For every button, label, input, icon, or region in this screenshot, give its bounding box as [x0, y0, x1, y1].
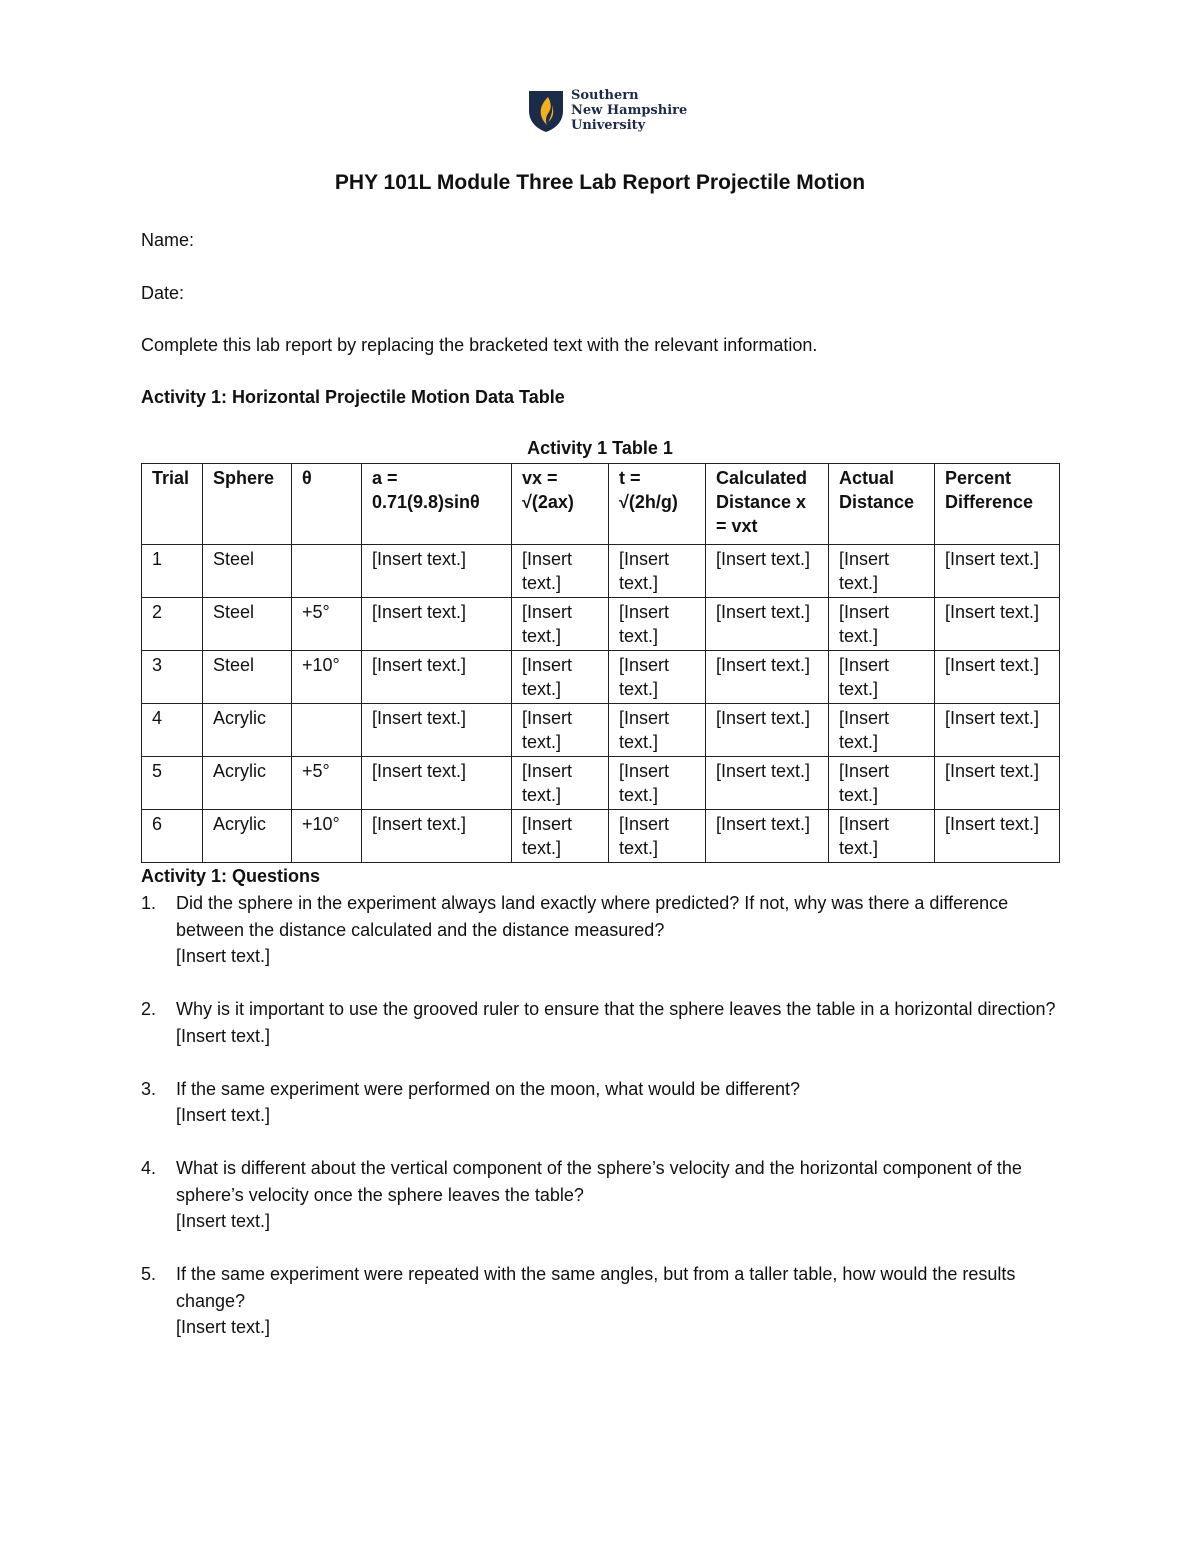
question-text: If the same experiment were repeated with the same angles, but from a taller table, how would the results change?	[176, 1264, 1016, 1311]
question-text: What is different about the vertical component of the sphere’s velocity and the horizontal component of the sphere’s velocity once the sphere leaves the table?	[176, 1158, 1022, 1205]
cell-calculated-distance[interactable]: [Insert text.]	[706, 598, 829, 651]
col-header-theta: θ	[292, 464, 362, 545]
table-caption: Activity 1 Table 1	[527, 438, 673, 458]
questions-heading: Activity 1: Questions	[141, 866, 321, 886]
cell-calculated-distance[interactable]: [Insert text.]	[706, 757, 829, 810]
cell-acceleration[interactable]: [Insert text.]	[362, 757, 512, 810]
cell-actual-distance[interactable]: [Insert text.]	[829, 545, 935, 598]
cell-sphere[interactable]: Steel	[203, 545, 292, 598]
question-item	[141, 890, 1071, 970]
cell-sphere[interactable]: Steel	[203, 651, 292, 704]
cell-actual-distance[interactable]: [Insert text.]	[829, 810, 935, 863]
cell-sphere[interactable]: Acrylic	[203, 757, 292, 810]
cell-time[interactable]: [Insert text.]	[609, 810, 706, 863]
question-number: 2.	[141, 999, 157, 1019]
question-item	[141, 1076, 1071, 1129]
cell-theta[interactable]	[292, 545, 362, 598]
cell-sphere[interactable]: Steel	[203, 598, 292, 651]
col-header-acceleration: a = 0.71(9.8)sinθ	[362, 464, 512, 545]
cell-acceleration[interactable]: [Insert text.]	[362, 545, 512, 598]
question-number: 5.	[141, 1264, 157, 1284]
col-header-sphere: Sphere	[203, 464, 292, 545]
question-text: Why is it important to use the grooved ruler to ensure that the sphere leaves the table in a horizontal direction?	[176, 999, 1056, 1019]
table-row	[142, 810, 1060, 863]
table-row	[142, 704, 1060, 757]
date-label: Date:	[141, 283, 185, 303]
instructions-text: Complete this lab report by replacing the bracketed text with the relevant information.	[141, 335, 818, 355]
question-item	[141, 1261, 1071, 1341]
table-row	[142, 545, 1060, 598]
col-header-actual-distance: Actual Distance	[829, 464, 935, 545]
cell-percent-difference[interactable]: [Insert text.]	[935, 757, 1060, 810]
cell-trial[interactable]: 4	[142, 704, 203, 757]
data-table	[141, 463, 1060, 863]
cell-time[interactable]: [Insert text.]	[609, 598, 706, 651]
cell-time[interactable]: [Insert text.]	[609, 651, 706, 704]
cell-trial[interactable]: 5	[142, 757, 203, 810]
name-label: Name:	[141, 230, 195, 250]
answer-placeholder[interactable]: [Insert text.]	[176, 1317, 271, 1337]
cell-theta[interactable]: +10°	[292, 810, 362, 863]
questions-list	[141, 890, 1071, 1367]
col-header-time: t = √(2h/g)	[609, 464, 706, 545]
cell-percent-difference[interactable]: [Insert text.]	[935, 810, 1060, 863]
logo-wordmark	[571, 88, 687, 133]
answer-placeholder[interactable]: [Insert text.]	[176, 946, 271, 966]
cell-actual-distance[interactable]: [Insert text.]	[829, 651, 935, 704]
cell-velocity[interactable]: [Insert text.]	[512, 704, 609, 757]
cell-trial[interactable]: 2	[142, 598, 203, 651]
cell-percent-difference[interactable]: [Insert text.]	[935, 704, 1060, 757]
cell-calculated-distance[interactable]: [Insert text.]	[706, 651, 829, 704]
cell-trial[interactable]: 6	[142, 810, 203, 863]
cell-percent-difference[interactable]: [Insert text.]	[935, 598, 1060, 651]
cell-time[interactable]: [Insert text.]	[609, 545, 706, 598]
question-item	[141, 1155, 1071, 1235]
cell-acceleration[interactable]: [Insert text.]	[362, 704, 512, 757]
cell-velocity[interactable]: [Insert text.]	[512, 545, 609, 598]
cell-time[interactable]: [Insert text.]	[609, 704, 706, 757]
cell-theta[interactable]	[292, 704, 362, 757]
cell-trial[interactable]: 1	[142, 545, 203, 598]
cell-acceleration[interactable]: [Insert text.]	[362, 598, 512, 651]
cell-time[interactable]: [Insert text.]	[609, 757, 706, 810]
cell-theta[interactable]: +10°	[292, 651, 362, 704]
question-text: Did the sphere in the experiment always land exactly where predicted? If not, why was there a difference between the distance calculated and the distance measured?	[176, 893, 1009, 940]
cell-theta[interactable]: +5°	[292, 757, 362, 810]
question-text: If the same experiment were performed on the moon, what would be different?	[176, 1078, 801, 1099]
logo-line-3: University	[571, 118, 646, 133]
cell-theta[interactable]: +5°	[292, 598, 362, 651]
cell-acceleration[interactable]: [Insert text.]	[362, 810, 512, 863]
col-header-velocity: vx = √(2ax)	[512, 464, 609, 545]
table-header-row	[142, 464, 1060, 545]
question-number: 4.	[141, 1158, 157, 1178]
cell-sphere[interactable]: Acrylic	[203, 810, 292, 863]
cell-velocity[interactable]: [Insert text.]	[512, 757, 609, 810]
answer-placeholder[interactable]: [Insert text.]	[176, 1025, 271, 1046]
page-title: PHY 101L Module Three Lab Report Projectile Motion	[334, 171, 866, 194]
table-row	[142, 598, 1060, 651]
question-number: 1.	[141, 893, 157, 913]
cell-percent-difference[interactable]: [Insert text.]	[935, 545, 1060, 598]
cell-actual-distance[interactable]: [Insert text.]	[829, 757, 935, 810]
table-body	[142, 545, 1060, 863]
cell-actual-distance[interactable]: [Insert text.]	[829, 704, 935, 757]
university-logo	[527, 88, 687, 133]
table-row	[142, 651, 1060, 704]
cell-calculated-distance[interactable]: [Insert text.]	[706, 545, 829, 598]
table-section-heading: Activity 1: Horizontal Projectile Motion Data Table	[141, 387, 565, 407]
cell-velocity[interactable]: [Insert text.]	[512, 810, 609, 863]
cell-velocity[interactable]: [Insert text.]	[512, 651, 609, 704]
question-number: 3.	[141, 1078, 157, 1099]
table-row	[142, 757, 1060, 810]
cell-acceleration[interactable]: [Insert text.]	[362, 651, 512, 704]
shield-flame-icon	[527, 89, 565, 133]
cell-percent-difference[interactable]: [Insert text.]	[935, 651, 1060, 704]
question-item	[141, 996, 1071, 1049]
cell-actual-distance[interactable]: [Insert text.]	[829, 598, 935, 651]
col-header-percent-difference: Percent Difference	[935, 464, 1060, 545]
logo-line-2: New Hampshire	[571, 103, 688, 118]
cell-velocity[interactable]: [Insert text.]	[512, 598, 609, 651]
answer-placeholder[interactable]: [Insert text.]	[176, 1105, 271, 1125]
logo-line-1: Southern	[571, 88, 639, 103]
col-header-trial: Trial	[142, 464, 203, 545]
cell-calculated-distance[interactable]: [Insert text.]	[706, 704, 829, 757]
col-header-calculated-distance: Calculated Distance x = vxt	[706, 464, 829, 545]
answer-placeholder[interactable]: [Insert text.]	[176, 1211, 271, 1231]
cell-calculated-distance[interactable]: [Insert text.]	[706, 810, 829, 863]
cell-trial[interactable]: 3	[142, 651, 203, 704]
cell-sphere[interactable]: Acrylic	[203, 704, 292, 757]
